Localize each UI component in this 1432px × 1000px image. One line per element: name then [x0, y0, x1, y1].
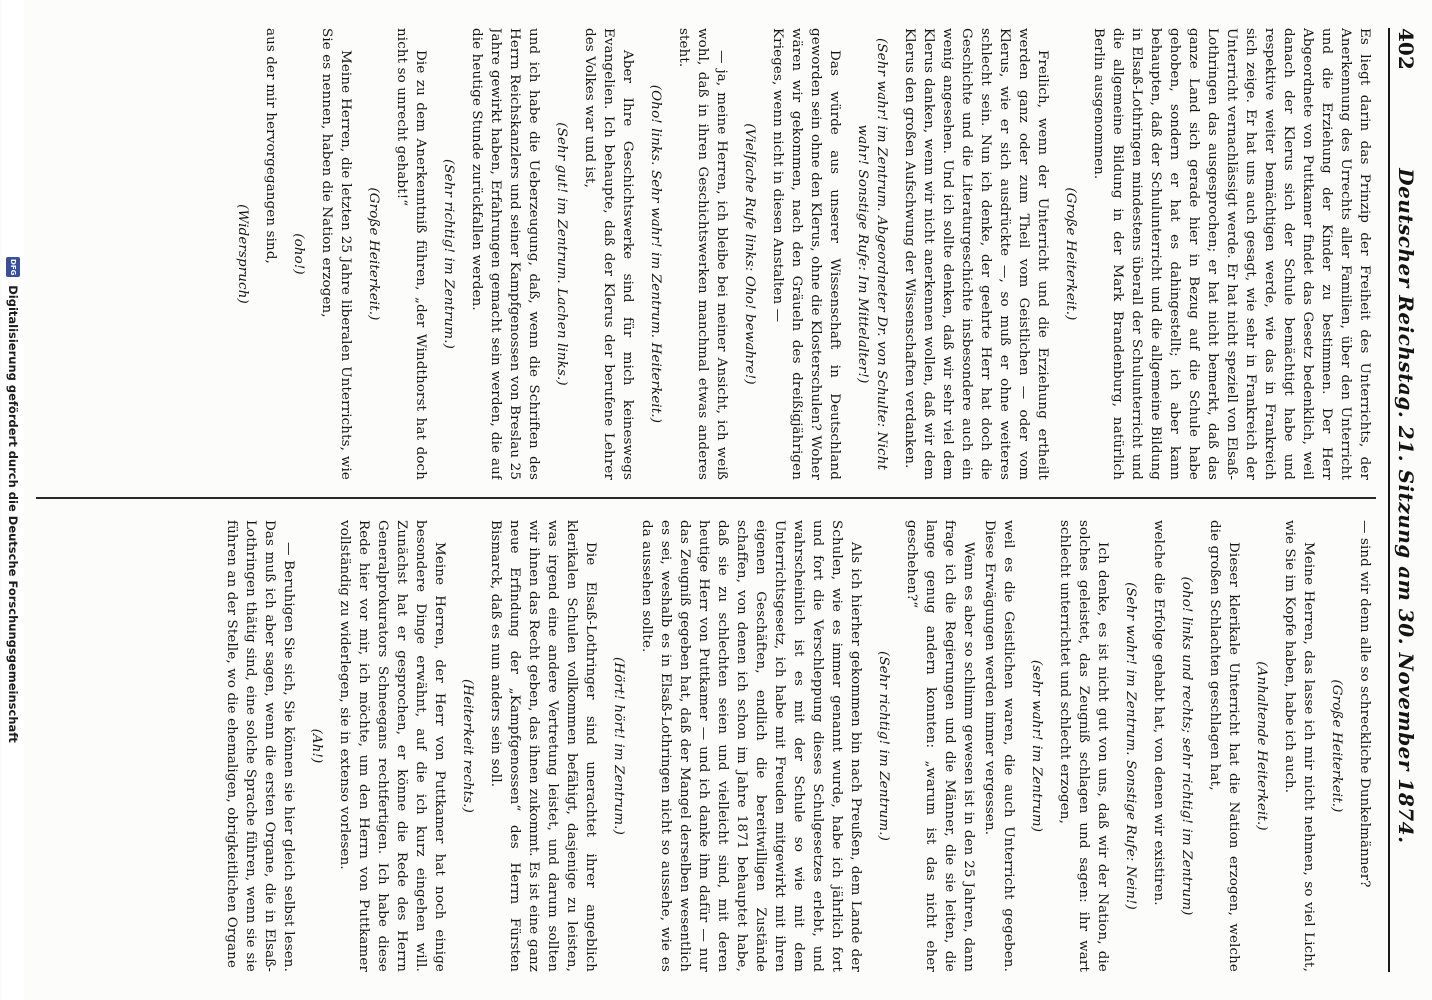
footer-text: Digitalisierung gefördert durch die Deutsche Forschungsgemeinschaft: [6, 285, 20, 743]
stage-direction: (oho!): [291, 233, 306, 275]
paragraph: Die Elsaß-Lothringer sind unerachtet ihrer angeblich klerikalen Schulen vollkommen befähigt, dasjenige zu leisten, was irgend eine andere Vertretung leistet, und darum sollten wir ihnen das Recht geben, das ihnen zukommt. Es ist eine ganz neue Erfindung der „Kampfgenossen“ des Herrn Fürsten Bismarck, daß es nun anders sein soll.: [488, 520, 598, 972]
paragraph: und ich habe die Ueberzeugung, daß, wenn die Schriften des Herrn Reichskanzlers und seiner Kampfgenossen von Breslau 25 Jahre gewirkt haben, Erfahrungen gemacht sein werden, die auf die heutige Stunde zurückfallen werden.: [469, 28, 541, 480]
page-title: Deutscher Reichstag. 21. Sitzung am 30. November 1874.: [1394, 168, 1418, 844]
text-column-left: [44, 28, 1374, 480]
stage-direction: (Sehr richtig! im Zentrum.): [876, 650, 891, 841]
stage-direction: (Widerspruch): [235, 204, 250, 304]
paragraph: Wenn es aber so schlimm gewesen ist in den 25 Jahren, dann frage ich die Regierungen und die Männer, die sie leiten, die lange genug andern konnten: „warum ist das nicht eher geschehen?“: [904, 520, 976, 972]
stage-direction: (Sehr wahr! im Zentrum. Abgeordneter Dr. von Schulte: Nicht wahr! Sonstige Rufe: Im Mittelalter!): [855, 37, 889, 471]
paragraph: Es liegt darin das Prinzip der Freiheit des Unterrichts, der Anerkennung des Urrechts aller Familien, über den Unterricht und die Erziehung der Kinder zu bestimmen. Der Herr Abgeordnete von Puttkamer findet das Gesetz bedenklich, weil danach der Klerus sich der Schule bemächtigt habe und respektive weiter bemächtigen werde, wie das in Frankreich sich zeige. Er hat uns auch gesagt, wie sehr in Frankreich der Unterricht vernachlässigt werde. Er hat nicht speziell von Elsaß-Lothringen das ausgesprochen; er hat nicht bemerkt, daß das ganze Land sich gerade hier in Bezug auf die Schule habe gehoben, sondern er hat es dahingestellt; ich aber kann behaupten, daß der Schulunterricht und die allgemeine Bildung in Elsaß-Lothringen mindestens überall der Schulunterricht und die allgemeine Bildung in der Mark Brandenburg, natürlich Berlin ausgenommen.: [1091, 28, 1372, 480]
paragraph: welche die Erfolge gehabt hat, von denen wir existiren.: [1151, 520, 1166, 906]
page-header: [1388, 28, 1418, 972]
paragraph: Freilich, wenn der Unterricht und die Erziehung ertheilt werden ganz oder zum Theil vom Geistlichen — oder vom Klerus, wie er sich ausdrückte —, so muß er ohne weiteres schlecht sein. Nun ich denke, der geehrte Herr hat doch die Geschichte und die Literaturgeschichte insbesondere auch ein wenig angesehen. Und ich sollte denken, daß wir sehr viel dem Klerus danken, wenn wir nicht anerkennen wollen, daß wir dem Klerus den großen Aufschwung der Wissenschaften verdanken.: [902, 28, 1050, 480]
paragraph: Dieser klerikale Unterricht hat die Nation erzogen, welche die großen Schlachten geschlagen hat,: [1207, 520, 1241, 972]
paragraph: — sind wir denn alle so schreckliche Dunkelmänner?: [1357, 520, 1372, 888]
paragraph: Als ich hierher gekommen bin nach Preußen, dem Lande der Schulen, wie es immer genannt wurde, habe ich jährlich fort und fort die Verschleppung dieses Schulgesetzes erlebt, und wahrscheinlich ist es mit der Schule so wie mit dem Unterrichtsgesetz, ich habe mit Freuden mitgewirkt mit ihren eigenen Geschäften, endlich die bereitwilligen Zustände schaffen, von denen ich schon im Jahre 1871 behauptet habe, daß sie zu schlechten seien und vielleicht sind, mit deren heutige Herr von Puttkamer — und ich danke ihm dafür — nur das Zeugniß gegeben hat, daß der Mangel derselben wesentlich es sei, weshalb es in Elsaß-Lothringen nicht so aussehe, wie es da aussehen sollte.: [639, 520, 863, 972]
stage-direction: (Große Heiterkeit.): [1329, 679, 1344, 813]
paragraph: — ja, meine Herren, ich bleibe bei meiner Ansicht, ich weiß wohl, daß in ihren Geschichtswerken manchmal etwas anderes steht.: [676, 28, 729, 480]
paragraph: Aber Ihre Geschichtswerke sind für mich keineswegs Evangelien. Ich behaupte, daß der Klerus der berufene Lehrer des Volkes war und ist,: [582, 28, 635, 480]
stage-direction: (Ah!): [309, 728, 324, 764]
stage-direction: (Anhaltende Heiterkeit.): [1254, 661, 1269, 831]
stage-direction: (Sehr wahr! im Zentrum. Sonstige Rufe: Nein!): [1123, 582, 1138, 910]
stage-direction: (Oho! links. Sehr wahr! im Zentrum. Heiterkeit.): [648, 84, 663, 424]
text-column-right: [44, 520, 1374, 972]
paragraph: Die zu dem Anerkenntniß führen, „der Windthorst hat doch nicht so unrecht gehabt!“: [394, 28, 428, 480]
stage-direction: (Große Heiterkeit.): [1063, 187, 1078, 321]
stage-direction: (sehr wahr! im Zentrum): [1029, 659, 1044, 833]
stage-direction: (Sehr gut! im Zentrum. Lachen links.): [554, 122, 569, 386]
paragraph: Meine Herren, das lasse ich mir nicht nehmen, so viel Licht, wie Sie im Kopfe haben, habe ich auch.: [1282, 520, 1316, 972]
dfg-logo-icon: DFG: [6, 257, 20, 277]
digitization-footer: [2, 0, 24, 1000]
stage-direction: (Sehr richtig! im Zentrum.): [441, 158, 456, 349]
stage-direction: (Vielfache Rufe links: Oho! bewahre!): [742, 123, 757, 385]
stage-direction: (Hört! hört! im Zentrum.): [611, 657, 626, 835]
stage-direction: (oho! links und rechts; sehr richtig! im Zentrum): [1179, 576, 1194, 916]
paragraph: Meine Herren, der Herr von Puttkamer hat noch einige besondere Dinge erwähnt, auf die ich kurz eingehen will. Zunächst hat er gesprochen, er könne die Rede des Herrn Generalprokurators Schneegans rechtfertigen. Ich habe diese Rede hier vor mir, ich möchte, um den Herrn von Puttkamer vollständig zu widerlegen, sie in extenso vorlesen.: [337, 520, 447, 972]
stage-direction: (Heiterkeit rechts.): [460, 679, 475, 813]
paragraph: weil es die Geistlichen waren, die auch Unterricht gegeben. Diese Erwägungen werden immer vergessen.: [982, 520, 1016, 972]
stage-direction: (Große Heiterkeit.): [366, 187, 381, 321]
paragraph: — Beruhigen Sie sich, Sie können sie hier gleich selbst lesen. Das muß ich aber sagen, wenn die ersten Organe, die in Elsaß-Lothringen thätig sind, eine solche Sprache führen, wenn sie sie führen an der Stelle, wo die ehemaligen, obrigkeitlichen Organe: [224, 520, 296, 972]
page-number: 402: [1394, 28, 1418, 70]
paragraph: aus der mir hervorgegangen sind,: [263, 28, 278, 264]
paragraph: Meine Herren, die letzten 25 Jahre liberalen Unterrichts, wie Sie es nennen, haben die Nation erzogen,: [319, 28, 353, 480]
paragraph: Ich denke, es ist nicht gut von uns, daß wir der Nation, die solches geleistet, das Zeugniß schlagen und sagen: ihr wart schlecht unterrichtet und schlecht erzogen,: [1057, 520, 1110, 972]
column-divider: [36, 497, 1376, 499]
paragraph: Das würde aus unserer Wissenschaft in Deutschland geworden sein ohne den Klerus, ohne die Klosterschulen? Woher wären wir gekommen, nach den Gräueln des dreißigjährigen Krieges, wenn nicht in diesen Anstalten —: [770, 28, 842, 480]
